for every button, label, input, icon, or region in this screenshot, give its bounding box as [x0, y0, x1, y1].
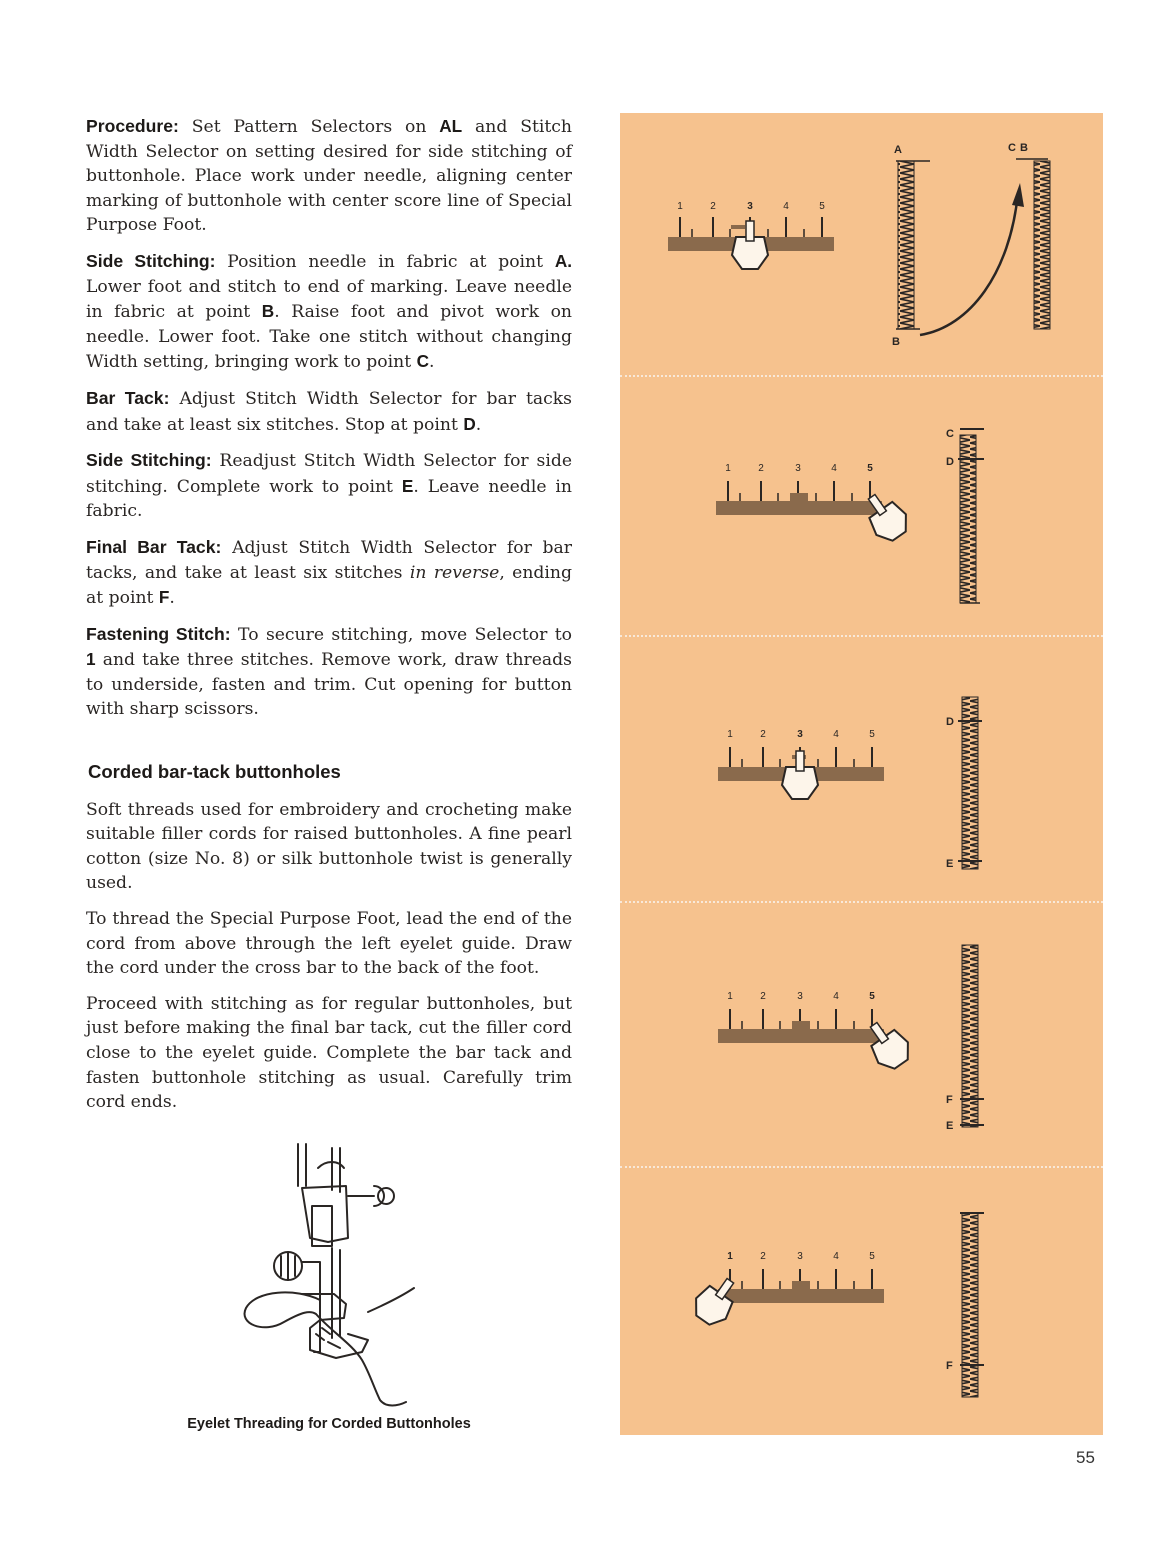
- scale-label: 2: [710, 201, 716, 212]
- scale-label: 3: [795, 463, 801, 474]
- fastening-stitch-paragraph: Fastening Stitch: To secure stitching, move Selector to 1 and take three stitches. Remove work, draw threads to underside, fasten and trim. Cut opening for button with sharp scissors.: [86, 623, 572, 720]
- instructions-column: [86, 114, 572, 1126]
- scale-label: 1: [727, 991, 733, 1002]
- scale-label: 3: [797, 991, 803, 1002]
- point-label-c: C: [1008, 142, 1016, 154]
- scale-labels: [677, 201, 875, 1262]
- step-1-diagram: [668, 159, 1050, 335]
- scale-label: 4: [783, 201, 789, 212]
- stitch-diagram-panel: [620, 113, 1103, 1435]
- side-stitching-2-paragraph: Side Stitching: Readjust Stitch Width Selector for side stitching. Complete work to point E. Leave needle in fabric.: [86, 450, 572, 522]
- figure-caption: Eyelet Threading for Corded Buttonholes: [187, 1416, 471, 1432]
- scale-label-selected: 5: [867, 463, 873, 474]
- scale-label-selected: 3: [797, 729, 803, 740]
- scale-label: 5: [869, 1251, 875, 1262]
- point-label-f: F: [946, 1360, 953, 1372]
- bar-tack-paragraph: Bar Tack: Adjust Stitch Width Selector for bar tacks and take at least six stitches. Stop at point D.: [86, 387, 572, 435]
- step-5-diagram: [688, 1213, 984, 1397]
- scale-label: 2: [758, 463, 764, 474]
- scale-label-selected: 1: [727, 1251, 733, 1262]
- scale-label: 5: [869, 729, 875, 740]
- corded-paragraph-3: Proceed with stitching as for regular buttonholes, but just before making the final bar tack, cut the filler cord close to the eyelet guide. Complete the bar tack and fasten buttonhole stitching as usual. Carefully trim cord ends.: [86, 993, 572, 1113]
- eyelet-threading-illustration: [236, 1138, 436, 1410]
- scale-label-selected: 5: [869, 991, 875, 1002]
- point-label-f: F: [946, 1094, 953, 1106]
- scale-label: 4: [833, 991, 839, 1002]
- point-label-a: A: [894, 144, 902, 156]
- corded-heading: Corded bar-tack buttonholes: [88, 761, 341, 783]
- point-label-e: E: [946, 1120, 954, 1132]
- scale-label: 2: [760, 991, 766, 1002]
- point-label-b: B: [1020, 142, 1028, 154]
- buttonhole-steps-diagram: [620, 113, 1103, 1435]
- step-3-diagram: [718, 697, 982, 869]
- scale-label: 2: [760, 1251, 766, 1262]
- point-label-e: E: [946, 858, 954, 870]
- scale-label: 1: [727, 729, 733, 740]
- scale-label: 2: [760, 729, 766, 740]
- point-label-c: C: [946, 428, 954, 440]
- scale-label: 4: [833, 1251, 839, 1262]
- point-label-b: B: [892, 336, 900, 348]
- step-2-diagram: [716, 429, 984, 603]
- scale-label-selected: 3: [747, 201, 753, 212]
- scale-label: 3: [797, 1251, 803, 1262]
- scale-label: 4: [831, 463, 837, 474]
- scale-label: 1: [677, 201, 683, 212]
- procedure-paragraph: Procedure: Set Pattern Selectors on AL and Stitch Width Selector on setting desired for side stitching of buttonhole. Place work under needle, aligning center marking of buttonhole with center score line of Special Purpose Foot.: [86, 116, 572, 236]
- scale-label: 1: [725, 463, 731, 474]
- scale-label: 4: [833, 729, 839, 740]
- scale-label: 5: [819, 201, 825, 212]
- side-stitching-paragraph: Side Stitching: Position needle in fabric at point A. Lower foot and stitch to end of marking. Leave needle in fabric at point B. Raise foot and pivot work on needle. Lower foot. Take one stitch without changing Width setting, bringing work to point C.: [86, 250, 573, 373]
- step-4-diagram: [718, 945, 984, 1127]
- corded-paragraph-1: Soft threads used for embroidery and crocheting make suitable filler cords for raised buttonholes. A fine pearl cotton (size No. 8) or silk buttonhole twist is generally used.: [86, 799, 572, 894]
- final-bar-tack-paragraph: Final Bar Tack: Adjust Stitch Width Selector for bar tacks, and take at least six stitches in reverse, ending at point F.: [86, 536, 572, 609]
- corded-paragraph-2: To thread the Special Purpose Foot, lead the end of the cord from above through the left eyelet guide. Draw the cord under the cross bar to the back of the foot.: [86, 909, 572, 979]
- point-label-d: D: [946, 456, 954, 468]
- page-number: 55: [1076, 1448, 1095, 1467]
- point-label-d: D: [946, 716, 954, 728]
